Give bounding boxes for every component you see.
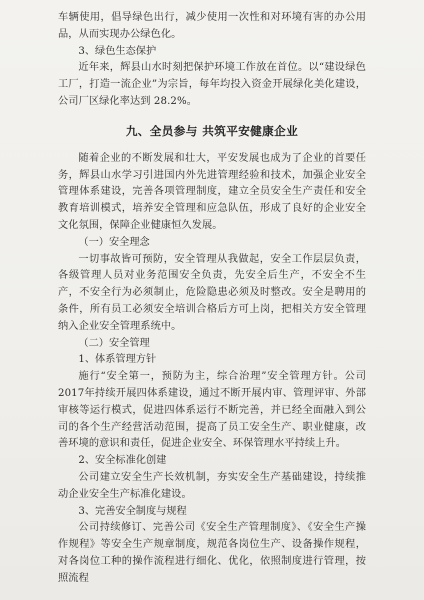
section2-sub1-title: 1、体系管理方针 [78, 354, 157, 366]
section2-title: （二）安全管理 [78, 337, 150, 349]
section1-body: 一切事故皆可预防，安全管理从我做起，安全工作层层负责，各级管理人员对业务范围安全负责，先安全后生产，不安全不生产，不安全行为必须制止，危险隐患必须及时整改。安全是聘用的条件，所有员工必须安全培训合格后方可上岗，把相关方安全管理纳入企业安全管理系统中。 [58, 253, 366, 332]
chapter-lead: 随着企业的不断发展和壮大，平安发展也成为了企业的首要任务，辉县山水学习引进国内外先进管理经验和技术，加强企业安全管理体系建设，完善各项管理制度，建立全员安全生产责任和安全教育培训模式，培养安全管理和应急队伍，形成了良好的企业安全文化氛围，保障企业健康恒久发展。 [58, 152, 366, 231]
intro-continuation: 车辆使用，倡导绿色出行，减少使用一次性和对环境有害的办公用品，从而实现办公绿色化。 [58, 12, 366, 40]
section2-sub2-title: 2、安全标准化创建 [78, 455, 167, 467]
section2-sub3-title: 3、完善安全制度与规程 [78, 505, 187, 517]
item3-body: 近年来，辉县山水时刻把保护环境工作放在首位。以“建设绿色工厂，打造一流企业”为宗旨，每年均投入资金开展绿化美化建设，公司厂区绿化率达到 28.2%。 [58, 62, 366, 107]
section2-sub1-body: 施行“安全第一，预防为主，综合治理”安全管理方针。公司 2017年持续开展四体系建设，通过不断开展内审、管理评审、外部审核等运行模式，促进四体系运行不断完善，并已经全面融入到公司的各个生产经营活动范围，提高了员工安全生产、职业健康，改善环境的意识和责任，促进企业安全、环保管理水平持续上升。 [58, 371, 366, 450]
section2-sub2-body: 公司建立安全生产长效机制，夯实安全生产基础建设，持续推动企业安全生产标准化建设。 [58, 471, 366, 500]
section1-title: （一）安全理念 [78, 236, 150, 248]
item3-title: 3、绿色生态保护 [78, 45, 157, 57]
section2-sub3-body: 公司持续修订、完善公司《安全生产管理制度》、《安全生产操作规程》等安全生产规章制度，规范各岗位生产、设备操作规程，对各岗位工种的操作流程进行细化、优化，依照制度进行管理，按照流程 [58, 522, 366, 584]
chapter-title: 九、全员参与 共筑平安健康企业 [125, 123, 299, 138]
